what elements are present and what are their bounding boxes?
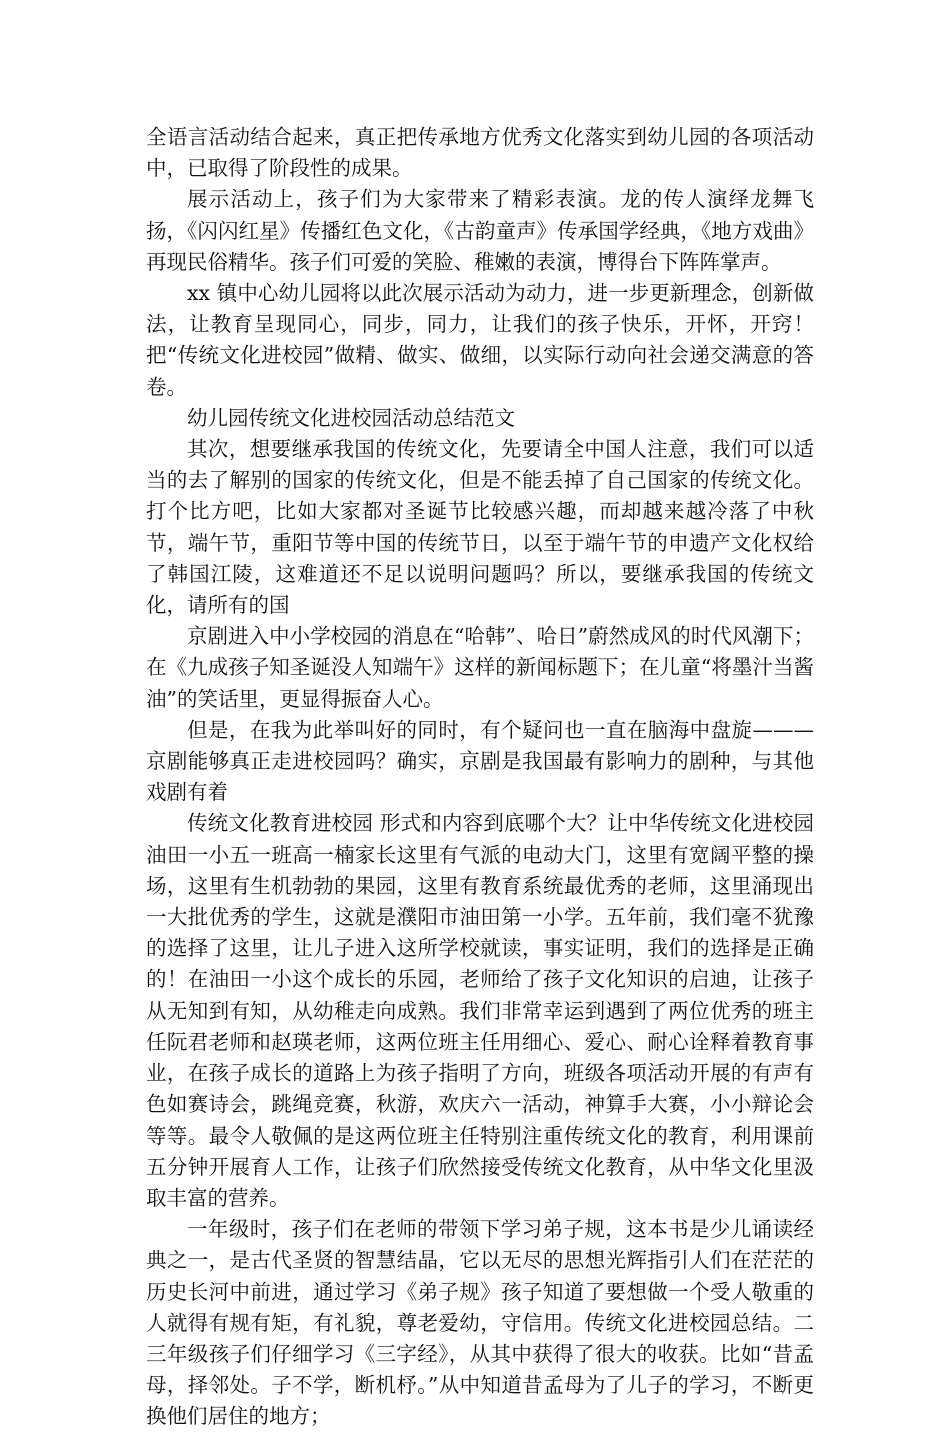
document-page xyxy=(146,122,814,1433)
paragraph-3: xx 镇中心幼儿园将以此次展示活动为动力，进一步更新理念，创新做法，让教育呈现同心，同步，同力，让我们的孩子快乐，开怀，开窍！把“传统文化进校园”做精、做实、做细，以实际行动向社会递交满意的答卷。 xyxy=(146,281,814,399)
paragraph-8: 传统文化教育进校园 形式和内容到底哪个大？让中华传统文化进校园油田一小五一班高一楠家长这里有气派的电动大门，这里有宽阔平整的操场，这里有生机勃勃的果园，这里有教育系统最优秀的老师，这里涌现出一大批优秀的学生，这就是濮阳市油田第一小学。五年前，我们毫不犹豫的选择了这里，让儿子进入这所学校就读，事实证明，我们的选择是正确的！在油田一小这个成长的乐园，老师给了孩子文化知识的启迪，让孩子从无知到有知，从幼稚走向成熟。我们非常幸运到遇到了两位优秀的班主任阮君老师和赵瑛老师，这两位班主任用细心、爱心、耐心诠释着教育事业，在孩子成长的道路上为孩子指明了方向，班级各项活动开展的有声有色如赛诗会，跳绳竞赛，秋游，欢庆六一活动，神算手大赛，小小辩论会等等。最令人敬佩的是这两位班主任特别注重传统文化的教育，利用课前五分钟开展育人工作，让孩子们欣然接受传统文化教育，从中华文化里汲取丰富的营养。 xyxy=(146,811,814,1210)
paragraph-5: 其次，想要继承我国的传统文化，先要请全中国人注意，我们可以适当的去了解别的国家的传统文化，但是不能丢掉了自己国家的传统文化。打个比方吧，比如大家都对圣诞节比较感兴趣，而却越来越冷落了中秋节，端午节，重阳节等中国的传统节日，以至于端午节的申遗产文化权给了韩国江陵，这难道还不足以说明问题吗？所以，要继承我国的传统文化，请所有的国 xyxy=(146,437,814,618)
paragraph-2: 展示活动上，孩子们为大家带来了精彩表演。龙的传人演绎龙舞飞扬，《闪闪红星》传播红色文化，《古韵童声》传承国学经典，《地方戏曲》再现民俗精华。孩子们可爱的笑脸、稚嫩的表演，博得台下阵阵掌声。 xyxy=(146,187,814,274)
paragraph-6: 京剧进入中小学校园的消息在“哈韩”、哈日”蔚然成风的时代风潮下；在《九成孩子知圣诞没人知端午》这样的新闻标题下；在儿童“将墨汁当酱油”的笑话里，更显得振奋人心。 xyxy=(146,624,814,711)
paragraph-1: 全语言活动结合起来，真正把传承地方优秀文化落实到幼儿园的各项活动中，已取得了阶段性的成果。 xyxy=(146,125,814,181)
section-heading: 幼儿园传统文化进校园活动总结范文 xyxy=(187,405,515,430)
paragraph-9: 一年级时，孩子们在老师的带领下学习弟子规，这本书是少儿诵读经典之一，是古代圣贤的智慧结晶，它以无尽的思想光辉指引人们在茫茫的历史长河中前进，通过学习《弟子规》孩子知道了要想做一个受人敬重的人就得有规有矩，有礼貌，尊老爱幼，守信用。传统文化进校园总结。二三年级孩子们仔细学习《三字经》，从其中获得了很大的收获。比如“昔孟母，择邻处。子不学，断机杼。”从中知道昔孟母为了儿子的学习，不断更换他们居住的地方； xyxy=(146,1217,814,1429)
paragraph-7: 但是，在我为此举叫好的同时，有个疑问也一直在脑海中盘旋———京剧能够真正走进校园吗？确实，京剧是我国最有影响力的剧种，与其他戏剧有着 xyxy=(146,717,814,805)
